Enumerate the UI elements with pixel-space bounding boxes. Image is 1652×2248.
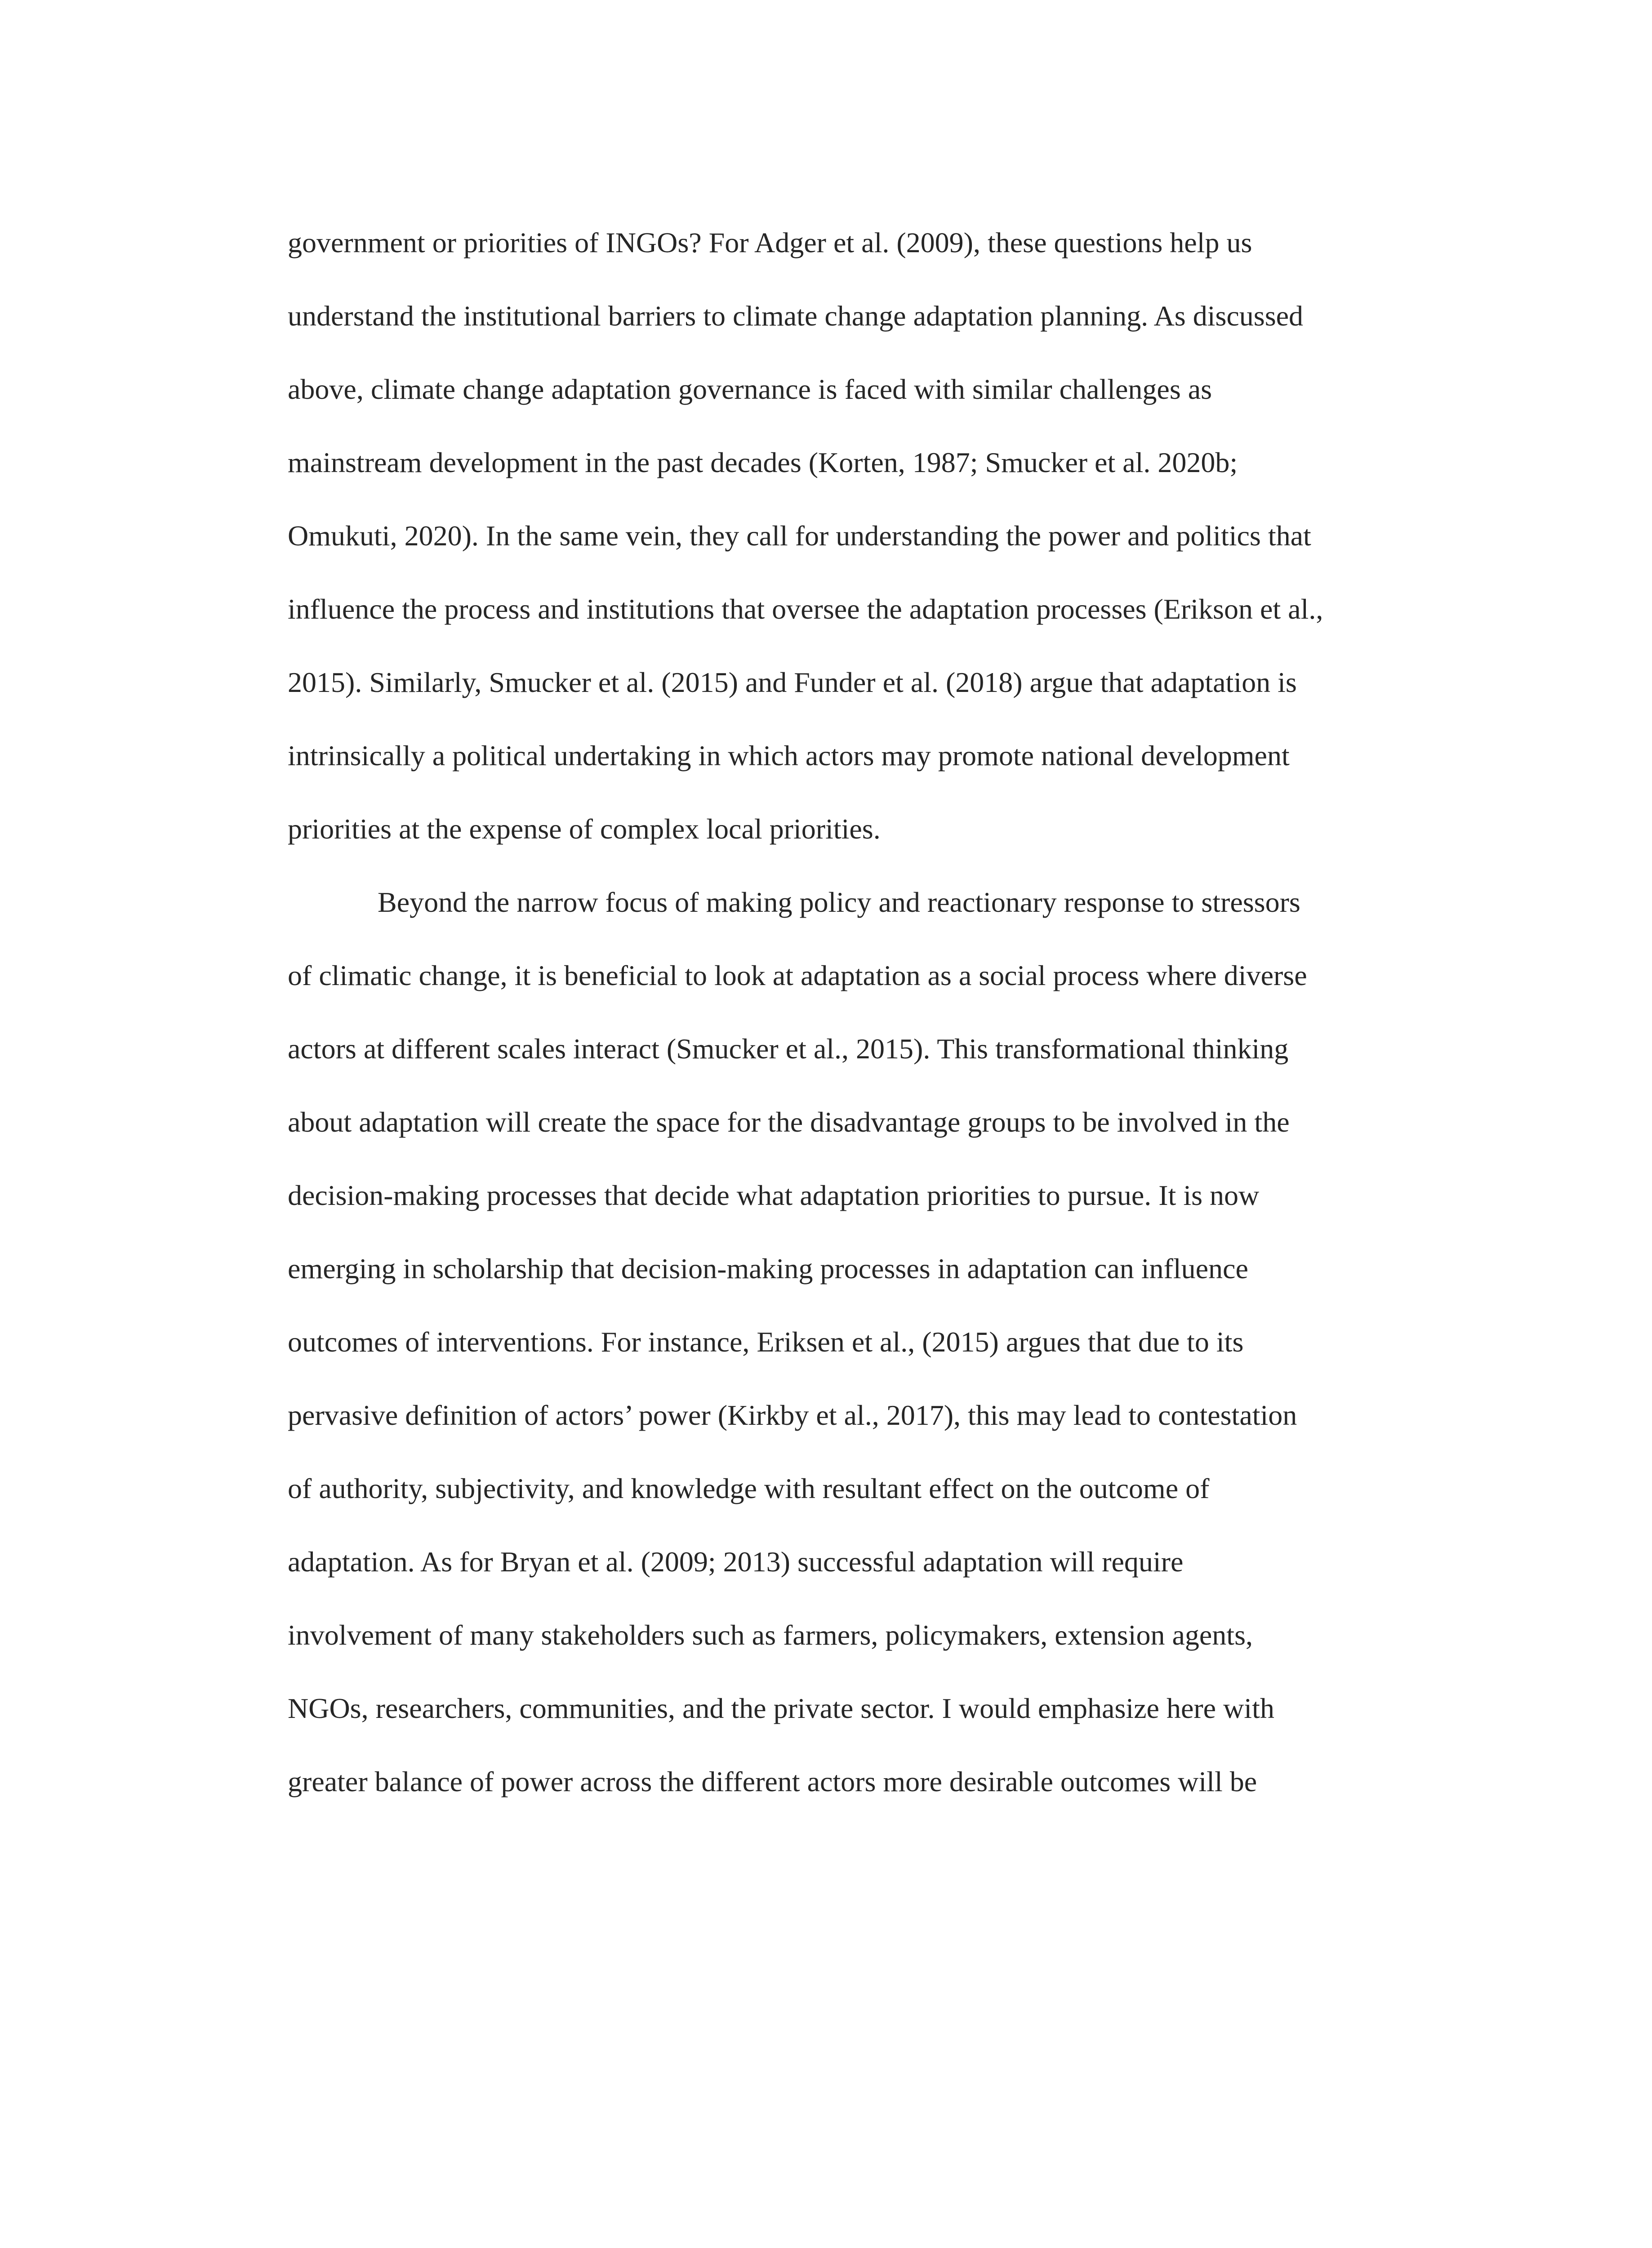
text-line: pervasive definition of actors’ power (Kirkby et al., 2017), this may lead to contestation bbox=[288, 1399, 1297, 1431]
text-line: decision-making processes that decide what adaptation priorities to pursue. It is now bbox=[288, 1179, 1260, 1211]
text-line: greater balance of power across the different actors more desirable outcomes will be bbox=[288, 1766, 1257, 1798]
text-line: NGOs, researchers, communities, and the private sector. I would emphasize here with bbox=[288, 1692, 1274, 1724]
text-line: of authority, subjectivity, and knowledge with resultant effect on the outcome of bbox=[288, 1472, 1210, 1504]
text-line: above, climate change adaptation governance is faced with similar challenges as bbox=[288, 373, 1212, 405]
text-line: influence the process and institutions that oversee the adaptation processes (Erikson et al., bbox=[288, 593, 1323, 625]
text-line: priorities at the expense of complex local priorities. bbox=[288, 813, 881, 845]
text-line: 2015). Similarly, Smucker et al. (2015) and Funder et al. (2018) argue that adaptation is bbox=[288, 666, 1297, 698]
text-line: government or priorities of INGOs? For Adger et al. (2009), these questions help us bbox=[288, 227, 1252, 259]
text-line: understand the institutional barriers to climate change adaptation planning. As discussed bbox=[288, 300, 1303, 332]
text-line: of climatic change, it is beneficial to look at adaptation as a social process where diverse bbox=[288, 959, 1307, 991]
text-line: about adaptation will create the space for the disadvantage groups to be involved in the bbox=[288, 1106, 1290, 1138]
text-line: Omukuti, 2020). In the same vein, they call for understanding the power and politics that bbox=[288, 520, 1311, 552]
text-line: actors at different scales interact (Smucker et al., 2015). This transformational thinking bbox=[288, 1033, 1289, 1065]
text-line: intrinsically a political undertaking in which actors may promote national development bbox=[288, 740, 1290, 772]
paragraph-first-line: Beyond the narrow focus of making policy and reactionary response to stressors bbox=[378, 886, 1300, 918]
text-line: adaptation. As for Bryan et al. (2009; 2013) successful adaptation will require bbox=[288, 1546, 1184, 1578]
text-line: outcomes of interventions. For instance, Eriksen et al., (2015) argues that due to its bbox=[288, 1326, 1244, 1358]
text-line: emerging in scholarship that decision-making processes in adaptation can influence bbox=[288, 1253, 1248, 1285]
text-line: involvement of many stakeholders such as farmers, policymakers, extension agents, bbox=[288, 1619, 1253, 1651]
text-line: mainstream development in the past decades (Korten, 1987; Smucker et al. 2020b; bbox=[288, 446, 1238, 478]
